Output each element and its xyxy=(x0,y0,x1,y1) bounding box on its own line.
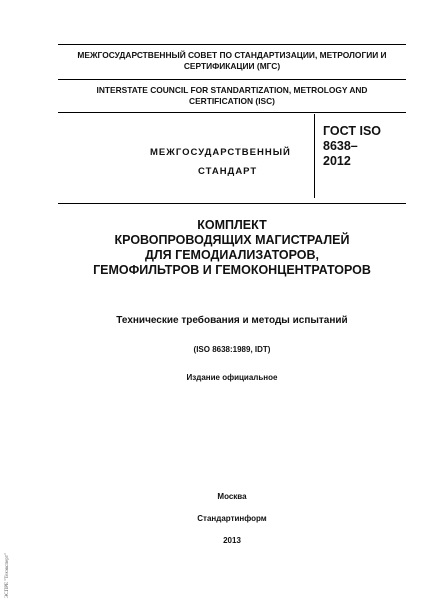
council-name-ru xyxy=(58,50,406,72)
council-name-en xyxy=(58,85,406,107)
council-divider xyxy=(58,79,406,80)
title-line1: КОМПЛЕКТ xyxy=(197,218,267,232)
standard-designation xyxy=(323,124,381,169)
watermark-text: ЭСПРЕ "Техэксперт" xyxy=(5,552,10,598)
title-line4: ГЕМОФИЛЬТРОВ И ГЕМОКОНЦЕНТРАТОРОВ xyxy=(93,263,371,277)
council-ru-line1: МЕЖГОСУДАРСТВЕННЫЙ СОВЕТ ПО СТАНДАРТИЗАЦИИ, МЕТРОЛОГИИ И xyxy=(77,50,387,60)
document-subtitle: Технические требования и методы испытаний xyxy=(116,315,348,326)
publication-year: 2013 xyxy=(223,536,241,545)
designation-box xyxy=(314,114,407,198)
standard-type xyxy=(150,143,310,181)
council-en-line2: CERTIFICATION (ISC) xyxy=(189,96,275,106)
designation-line3: 2012 xyxy=(323,154,351,168)
publication-city: Москва xyxy=(217,492,247,501)
title-line3: ДЛЯ ГЕМОДИАЛИЗАТОРОВ, xyxy=(144,248,320,262)
standard-type-line1: МЕЖГОСУДАРСТВЕННЫЙ xyxy=(150,147,291,158)
council-ru-line2: СЕРТИФИКАЦИИ (МГС) xyxy=(183,61,281,71)
title-divider xyxy=(58,203,406,204)
title-line2: КРОВОПРОВОДЯЩИХ МАГИСТРАЛЕЙ xyxy=(114,233,350,247)
watermark xyxy=(5,540,17,600)
standard-type-line2: СТАНДАРТ xyxy=(198,166,258,177)
council-en-line1: INTERSTATE COUNCIL FOR STANDARTIZATION, METROLOGY AND xyxy=(96,85,368,95)
edition-label: Издание официальное xyxy=(186,373,278,382)
designation-line1: ГОСТ ISO xyxy=(323,124,382,138)
designation-line2: 8638– xyxy=(323,139,358,153)
publisher-name: Стандартинформ xyxy=(197,514,267,523)
council-header xyxy=(58,44,406,113)
iso-reference: (ISO 8638:1989, IDT) xyxy=(193,345,271,354)
document-title xyxy=(58,218,406,278)
